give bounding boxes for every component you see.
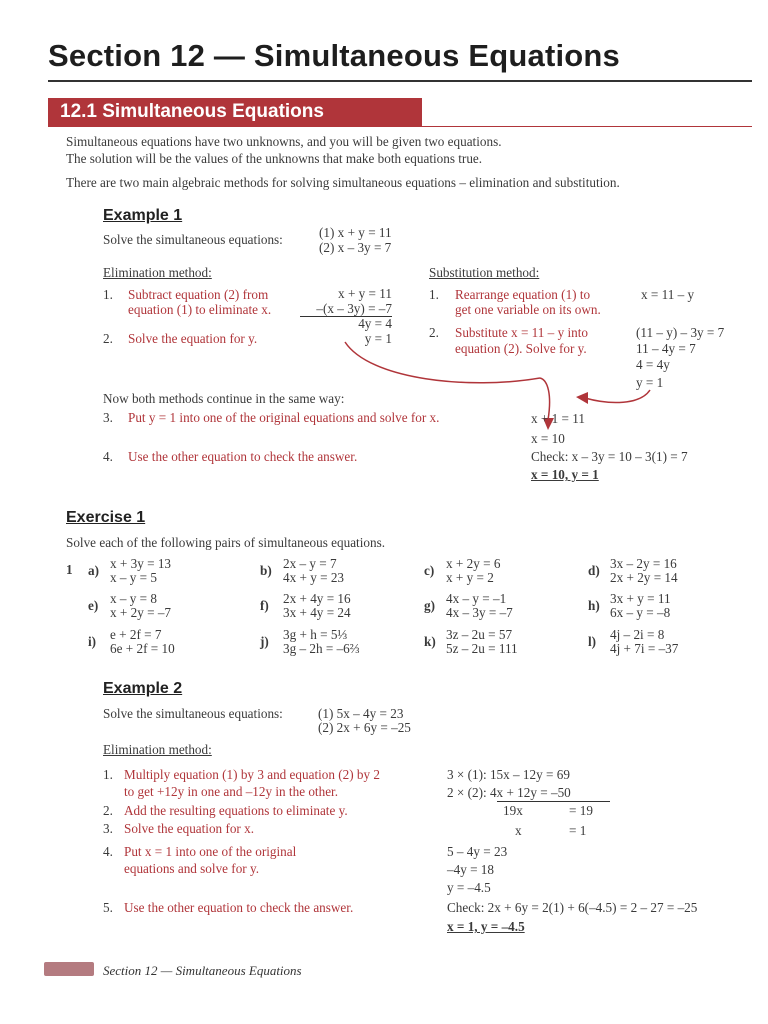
exercise-item-label: j) [260,634,269,649]
ex2-step-1-line-b: to get +12y in one and –12y in the other. [124,784,339,799]
exercise-item-eq2: 3x + 4y = 24 [283,605,351,620]
step-4-num: 4. [103,449,113,464]
exercise-item-eq2: x + 2y = –7 [110,605,172,620]
ex2-step-3: Solve the equation for x. [124,821,255,836]
exercise-item-eq2: 4x – 3y = –7 [446,605,513,620]
example-2-heading: Example 2 [103,680,183,697]
exercise-item-label: g) [424,598,435,613]
sub-step-1-line-a: Rearrange equation (1) to [455,287,591,302]
ex2-work-1: 3 × (1): 15x – 12y = 69 [447,767,570,782]
exercise-item-eq2: 2x + 2y = 14 [610,570,678,585]
exercise-item-label: i) [88,634,97,649]
ex2-answer: x = 1, y = –4.5 [447,919,525,934]
exercise-item-label: d) [588,563,600,578]
sub-work-1: x = 11 – y [641,287,695,302]
example-2-prompt: Solve the simultaneous equations: [103,706,283,721]
exercise-item-eq2: 6x – y = –8 [610,605,671,620]
exercise-item-eq1: e + 2f = 7 [110,627,162,642]
exercise-item-eq1: x + 2y = 6 [446,556,501,571]
exercise-item-label: b) [260,563,272,578]
ex2-check: Check: 2x + 6y = 2(1) + 6(–4.5) = 2 – 27 = –25 [447,900,698,915]
ex2-work-6: –4y = 18 [447,862,494,877]
elim-step-2-num: 2. [103,331,113,346]
exercise-item-eq1: 4x – y = –1 [446,591,507,606]
exercise-item-eq1: x + 3y = 13 [110,556,172,571]
footer-text: Section 12 — Simultaneous Equations [103,963,302,978]
exercise-item-eq2: 4j + 7i = –37 [610,641,679,656]
example-1-prompt: Solve the simultaneous equations: [103,232,283,247]
exercise-item-eq2: 3g – 2h = –6⅔ [283,641,360,656]
step-3: Put y = 1 into one of the original equations and solve for x. [128,410,440,425]
exercise-1-heading: Exercise 1 [66,509,146,526]
result-check: Check: x – 3y = 10 – 3(1) = 7 [531,449,688,464]
elim-step-1-line-b: equation (1) to eliminate x. [128,302,272,317]
intro-line-2: The solution will be the values of the unknowns that make both equations true. [66,151,483,166]
sub-arrow-head [576,392,588,404]
exercise-item-eq1: x – y = 8 [110,591,157,606]
result-work-2: x = 10 [531,431,565,446]
elim-work-4: y = 1 [364,331,392,346]
elim-step-1-line-a: Subtract equation (2) from [128,287,269,302]
exercise-item-eq1: 3x + y = 11 [610,591,671,606]
substitution-title: Substitution method: [429,265,540,280]
sub-work-3: 11 – 4y = 7 [636,341,696,356]
elim-work-1: x + y = 11 [338,286,392,301]
exercise-item-label: l) [588,634,597,649]
ex2-work-7: y = –4.5 [447,880,491,895]
exercise-item-eq2: x + y = 2 [446,570,494,585]
exercise-item-eq1: 2x + 4y = 16 [283,591,351,606]
example-1-eq1: (1) x + y = 11 [319,225,392,240]
step-4: Use the other equation to check the answer. [128,449,358,464]
step-3-num: 3. [103,410,113,425]
exercise-item-eq1: 3x – 2y = 16 [610,556,677,571]
ex2-work-3a: 19x [503,803,523,818]
ex2-step-5-num: 5. [103,900,113,915]
example-1-heading: Example 1 [103,207,183,224]
elim-work-2: –(x – 3y) = –7 [316,301,392,316]
ex2-step-4-line-b: equations and solve for y. [124,861,260,876]
exercise-item-eq2: 6e + 2f = 10 [110,641,175,656]
result-work-1: x + 1 = 11 [531,411,585,426]
exercise-item-label: h) [588,598,600,613]
exercise-1-prompt: Solve each of the following pairs of simultaneous equations. [66,535,385,550]
sub-work-4: 4 = 4y [636,357,670,372]
sub-to-result-arrow [585,390,650,403]
sub-step-2-num: 2. [429,325,439,340]
exercise-item-eq1: 3g + h = 5⅓ [283,627,348,642]
exercise-item-label: c) [424,563,435,578]
exercise-item-label: a) [88,563,99,578]
example-2-elimination-title: Elimination method: [103,742,212,757]
sub-step-1-num: 1. [429,287,439,302]
exercise-item-eq2: 5z – 2u = 111 [446,641,518,656]
page-title: Section 12 — Simultaneous Equations [48,38,620,73]
ex2-work-4a: x [515,823,522,838]
ex2-step-2: Add the resulting equations to eliminate y. [124,803,348,818]
exercise-item-label: e) [88,598,99,613]
intro-line-3: There are two main algebraic methods for solving simultaneous equations – elimination and substitution. [66,175,620,190]
exercise-item-eq2: x – y = 5 [110,570,157,585]
footer-tab [44,962,94,976]
sub-step-1-line-b: get one variable on its own. [455,302,601,317]
ex2-work-4b: = 1 [569,823,587,838]
intro-line-1: Simultaneous equations have two unknowns, and you will be given two equations. [66,134,502,149]
ex2-work-3b: = 19 [569,803,593,818]
ex2-step-4-line-a: Put x = 1 into one of the original [124,844,297,859]
exercise-item-eq2: 4x + y = 23 [283,570,345,585]
example-1-eq2: (2) x – 3y = 7 [319,240,392,255]
ex2-work-5: 5 – 4y = 23 [447,844,508,859]
question-number: 1 [66,562,73,577]
exercise-item-eq1: 2x – y = 7 [283,556,337,571]
sub-work-5: y = 1 [636,375,664,390]
elim-work-3: 4y = 4 [358,316,392,331]
sub-step-2-line-a: Substitute x = 11 – y into [455,325,588,340]
ex2-work-2: 2 × (2): 4x + 12y = –50 [447,785,571,800]
section-banner-label: 12.1 Simultaneous Equations [60,101,324,122]
ex2-step-1-line-a: Multiply equation (1) by 3 and equation (2) by 2 [124,767,381,782]
ex2-step-5: Use the other equation to check the answer. [124,900,354,915]
exercise-item-label: f) [260,598,269,613]
ex2-step-3-num: 3. [103,821,113,836]
exercise-item-eq1: 4j – 2i = 8 [610,627,665,642]
ex2-step-2-num: 2. [103,803,113,818]
result-answer: x = 10, y = 1 [531,467,599,482]
sub-step-2-line-b: equation (2). Solve for y. [455,341,587,356]
exercise-item-label: k) [424,634,436,649]
exercise-item-eq1: 3z – 2u = 57 [446,627,513,642]
elim-to-result-arrow [345,342,540,383]
ex2-step-1-num: 1. [103,767,113,782]
elim-step-1-num: 1. [103,287,113,302]
ex2-step-4-num: 4. [103,844,113,859]
elim-step-2: Solve the equation for y. [128,331,258,346]
example-2-eq2: (2) 2x + 6y = –25 [318,720,411,735]
sub-work-2: (11 – y) – 3y = 7 [636,325,725,340]
continue-text: Now both methods continue in the same way: [103,391,345,406]
ex2-work-divider [497,801,610,802]
elimination-title: Elimination method: [103,265,212,280]
example-2-eq1: (1) 5x – 4y = 23 [318,706,404,721]
